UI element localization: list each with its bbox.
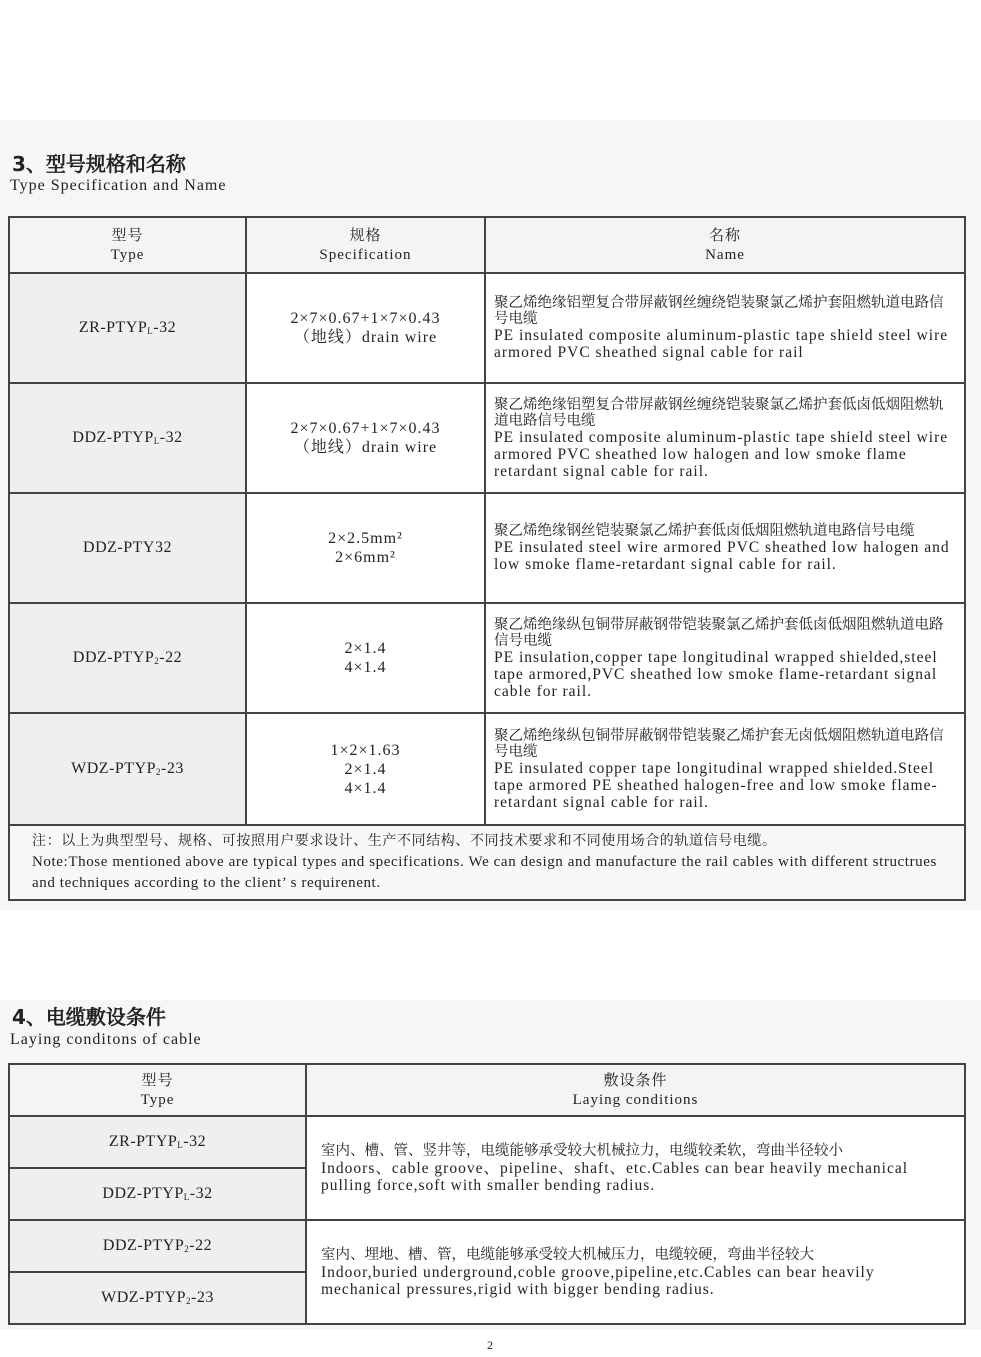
condition-cn: 室内、槽、管、竖井等，电缆能够承受较大机械拉力，电缆较柔软，弯曲半径较小 xyxy=(321,1142,843,1159)
section-3-title: 3、型号规格和名称 xyxy=(12,152,186,176)
type-suffix: -32 xyxy=(153,319,177,336)
page-number: 2 xyxy=(487,1338,493,1352)
table-row xyxy=(9,603,965,713)
name-en: PE insulated copper tape longitudinal wrapped shielded.Steel tape armored PE sheathed halogen-free and low smoke flame-retardant signal cable for rail. xyxy=(494,759,938,811)
section-4-title: 4、电缆敷设条件 xyxy=(12,1005,166,1029)
condition-en: Indoor,buried underground,coble groove,pipeline,etc.Cables can bear heavily mechanical pressures,rigid with bigger bending radius. xyxy=(321,1263,875,1298)
type-cell xyxy=(9,1116,306,1168)
type-subscript: L xyxy=(147,326,154,336)
type-cell xyxy=(9,1168,306,1220)
type-cell xyxy=(9,713,246,825)
spec-cell xyxy=(246,603,485,713)
name-cell xyxy=(485,493,965,603)
spec-line: （地线）drain wire xyxy=(293,439,438,456)
type-base: DDZ-PTYP xyxy=(72,649,155,666)
spec-line: 2×1.4 xyxy=(344,640,387,657)
type-subscript: 2 xyxy=(186,1296,192,1306)
laying-condition-cell xyxy=(306,1116,965,1220)
table-header-row xyxy=(9,217,965,273)
type-spec-table xyxy=(8,216,966,901)
type-suffix: -22 xyxy=(189,1237,213,1254)
type-base: DDZ-PTYP xyxy=(102,1185,184,1202)
name-en: PE insulation,copper tape longitudinal wrapped shielded,steel tape armored,PVC sheathed low smoke flame-retardant signal cable for rail. xyxy=(494,648,938,700)
header-name: 名称 Name xyxy=(485,217,965,273)
type-cell xyxy=(9,493,246,603)
type-base: DDZ-PTYP xyxy=(72,429,154,446)
type-base: WDZ-PTYP xyxy=(71,760,157,777)
name-cn: 聚乙烯绝缘钢丝铠装聚氯乙烯护套低卤低烟阻燃轨道电路信号电缆 xyxy=(494,523,915,539)
condition-en: Indoors、cable groove、pipeline、shaft、etc.Cables can bear heavily mechanical pulling force,soft with smaller bending radius. xyxy=(321,1159,909,1194)
type-subscript: L xyxy=(183,1192,190,1202)
name-cn: 聚乙烯绝缘铝塑复合带屏蔽钢丝缠绕铠装聚氯乙烯护套阻燃轨道电路信号电缆 xyxy=(494,295,944,327)
name-cn: 聚乙烯绝缘纵包铜带屏蔽钢带铠装聚乙烯护套无卤低烟阻燃轨道电路信号电缆 xyxy=(494,727,944,760)
table-note: 注：以上为典型型号、规格、可按照用户要求设计、生产不同结构、不同技术要求和不同使用场合的轨道信号电缆。 Note:Those mentioned above are typical types and specifications. We can design and manufacture the rail cables with different structrues and techniques according to the client’ s requirenent. xyxy=(9,825,965,900)
type-suffix: -23 xyxy=(191,1289,214,1306)
header-laying-conditions: 敷设条件 Laying conditions xyxy=(306,1064,965,1116)
spec-cell xyxy=(246,383,485,493)
laying-condition-cell xyxy=(306,1220,965,1324)
note-row xyxy=(9,825,965,900)
spec-cell xyxy=(246,713,485,825)
header-type: 型号 Type xyxy=(9,217,246,273)
name-en: PE insulated composite aluminum-plastic tape shield steel wire armored PVC sheathed low halogen and low smoke flame retardant signal cable for rail. xyxy=(494,428,949,480)
condition-cn: 室内、埋地、槽、管，电缆能够承受较大机械压力，电缆较硬，弯曲半径较大 xyxy=(321,1246,814,1263)
type-base: ZR-PTYP xyxy=(78,319,148,336)
type-subscript: L xyxy=(153,436,160,446)
spec-line: 2×6mm² xyxy=(335,549,396,566)
type-subscript: 2 xyxy=(184,1244,190,1254)
laying-conditions-table xyxy=(8,1063,966,1325)
section-3-subtitle: Type Specification and Name xyxy=(10,177,227,194)
type-subscript: 2 xyxy=(154,656,160,666)
table-row xyxy=(9,273,965,383)
type-cell xyxy=(9,1220,306,1272)
type-suffix: -32 xyxy=(189,1185,213,1202)
header-spec: 规格 Specification xyxy=(246,217,485,273)
name-cell xyxy=(485,383,965,493)
spec-line: 4×1.4 xyxy=(344,779,387,797)
type-suffix: -23 xyxy=(161,760,184,777)
name-cn: 聚乙烯绝缘铝塑复合带屏蔽钢丝缠绕铠装聚氯乙烯护套低卤低烟阻燃轨道电路信号电缆 xyxy=(494,396,944,429)
type-subscript: L xyxy=(177,1140,184,1150)
table-row xyxy=(9,713,965,825)
spec-cell xyxy=(246,493,485,603)
section-4-subtitle: Laying conditons of cable xyxy=(10,1031,202,1048)
table-row xyxy=(9,383,965,493)
spec-line: 2×2.5mm² xyxy=(328,530,403,547)
type-base: WDZ-PTYP xyxy=(101,1289,187,1306)
type-subscript: 2 xyxy=(156,767,162,777)
name-cell xyxy=(485,603,965,713)
table-row xyxy=(9,1116,965,1168)
spec-line: 4×1.4 xyxy=(344,659,387,676)
table-row xyxy=(9,493,965,603)
type-base: DDZ-PTY32 xyxy=(83,539,172,556)
name-en: PE insulated steel wire armored PVC sheathed low halogen and low smoke flame-retardant signal cable for rail. xyxy=(494,539,950,573)
type-cell xyxy=(9,603,246,713)
type-cell xyxy=(9,273,246,383)
name-cell xyxy=(485,713,965,825)
header-type: 型号 Type xyxy=(9,1064,306,1116)
spec-line: 2×7×0.67+1×7×0.43 xyxy=(290,310,441,327)
name-cn: 聚乙烯绝缘纵包铜带屏蔽钢带铠装聚氯乙烯护套低卤低烟阻燃轨道电路信号电缆 xyxy=(494,616,944,649)
spec-line: （地线）drain wire xyxy=(293,329,438,346)
spec-line: 1×2×1.63 xyxy=(330,741,401,759)
type-suffix: -32 xyxy=(159,429,183,446)
type-cell xyxy=(9,1272,306,1324)
spec-cell xyxy=(246,273,485,383)
type-cell xyxy=(9,383,246,493)
type-suffix: -22 xyxy=(159,649,183,666)
spec-line: 2×7×0.67+1×7×0.43 xyxy=(290,420,441,437)
name-en: PE insulated composite aluminum-plastic tape shield steel wire armored PVC sheathed signal cable for rail xyxy=(494,327,949,361)
type-base: DDZ-PTYP xyxy=(102,1237,185,1254)
spec-line: 2×1.4 xyxy=(344,760,387,778)
name-cell xyxy=(485,273,965,383)
type-suffix: -32 xyxy=(183,1133,207,1150)
table-row xyxy=(9,1220,965,1272)
type-base: ZR-PTYP xyxy=(108,1133,178,1150)
table-header-row xyxy=(9,1064,965,1116)
